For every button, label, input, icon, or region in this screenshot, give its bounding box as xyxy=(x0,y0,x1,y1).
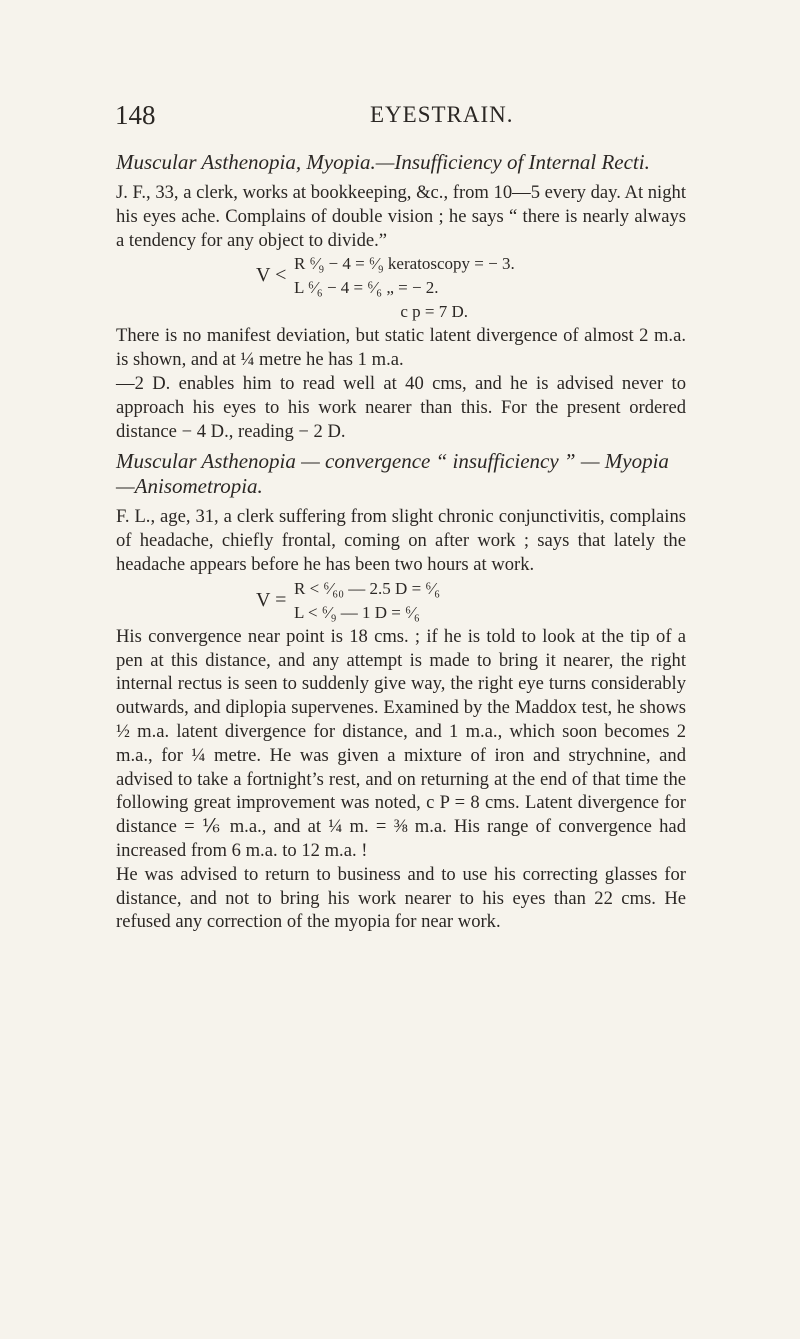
case2-heading: Muscular Asthenopia — convergence “ insufficiency ” — Myopia—Anisometropia. xyxy=(116,449,669,499)
page-body xyxy=(116,150,686,934)
case2-vision-formula xyxy=(116,577,686,625)
page-number: 148 xyxy=(115,100,156,130)
case1-convergence-point: c p = 7 D. xyxy=(400,302,468,322)
case1-paragraph-2: There is no manifest deviation, but static latent divergence of almost 2 m.a. is shown, and at ¼ metre he has 1 m.a. xyxy=(116,325,686,371)
case1-formula-v: V < xyxy=(256,264,287,287)
case1-formula-left-eye: L ⁶⁄₆ − 4 = ⁶⁄₆ „ = − 2. xyxy=(294,278,439,298)
running-head xyxy=(115,100,695,140)
case1-vision-formula xyxy=(116,252,686,300)
running-title: EYESTRAIN. xyxy=(370,102,514,127)
case2-formula-right-eye: R < ⁶⁄₆₀ — 2.5 D = ⁶⁄₆ xyxy=(294,578,441,598)
case2-formula-left-eye: L < ⁶⁄₉ — 1 D = ⁶⁄₆ xyxy=(294,602,420,622)
case2-paragraph-2: His convergence near point is 18 cms. ; if he is told to look at the tip of a pen at this distance, and any attempt is made to bring it nearer, the right internal rectus is seen to suddenly give way, the right eye turns considerably outwards, and diplopia supervenes. Examined by the Maddox test, he shows ½ m.a. latent divergence for distance, and 1 m.a., which soon becomes 2 m.a., for ¼ metre. He was given a mixture of iron and strychnine, and advised to take a fortnight’s rest, and on returning at the end of that time the following great improvement was noted, c P = 8 cms. Latent divergence for distance = ⅙ m.a., and at ¼ m. = ⅜ m.a. His range of convergence had increased from 6 m.a. to 12 m.a. ! xyxy=(116,625,686,861)
case2-formula-v: V = xyxy=(256,588,287,611)
case1-formula-right-eye: R ⁶⁄₉ − 4 = ⁶⁄₉ keratoscopy = − 3. xyxy=(294,254,515,274)
case2-paragraph-1: F. L., age, 31, a clerk suffering from slight chronic conjunctivitis, complains of headache, chiefly frontal, coming on after work ; says that lately the headache appears before he has been two hours at work. xyxy=(116,506,686,575)
case1-heading: Muscular Asthenopia, Myopia.—Insufficiency of Internal Recti. xyxy=(116,150,650,174)
case2-paragraph-3: He was advised to return to business and to use his correcting glasses for distance, and not to bring his work nearer to his eyes than 22 cms. He refused any correction of the myopia for near work. xyxy=(116,863,686,933)
case1-paragraph-1: J. F., 33, a clerk, works at bookkeeping, &c., from 10—5 every day. At night his eyes ache. Complains of double vision ; he says “ there is nearly always a tendency for any object to divide.” xyxy=(116,182,686,251)
case1-paragraph-3: —2 D. enables him to read well at 40 cms, and he is advised never to approach his eyes to his work nearer than this. For the present ordered distance − 4 D., reading − 2 D. xyxy=(116,372,686,442)
